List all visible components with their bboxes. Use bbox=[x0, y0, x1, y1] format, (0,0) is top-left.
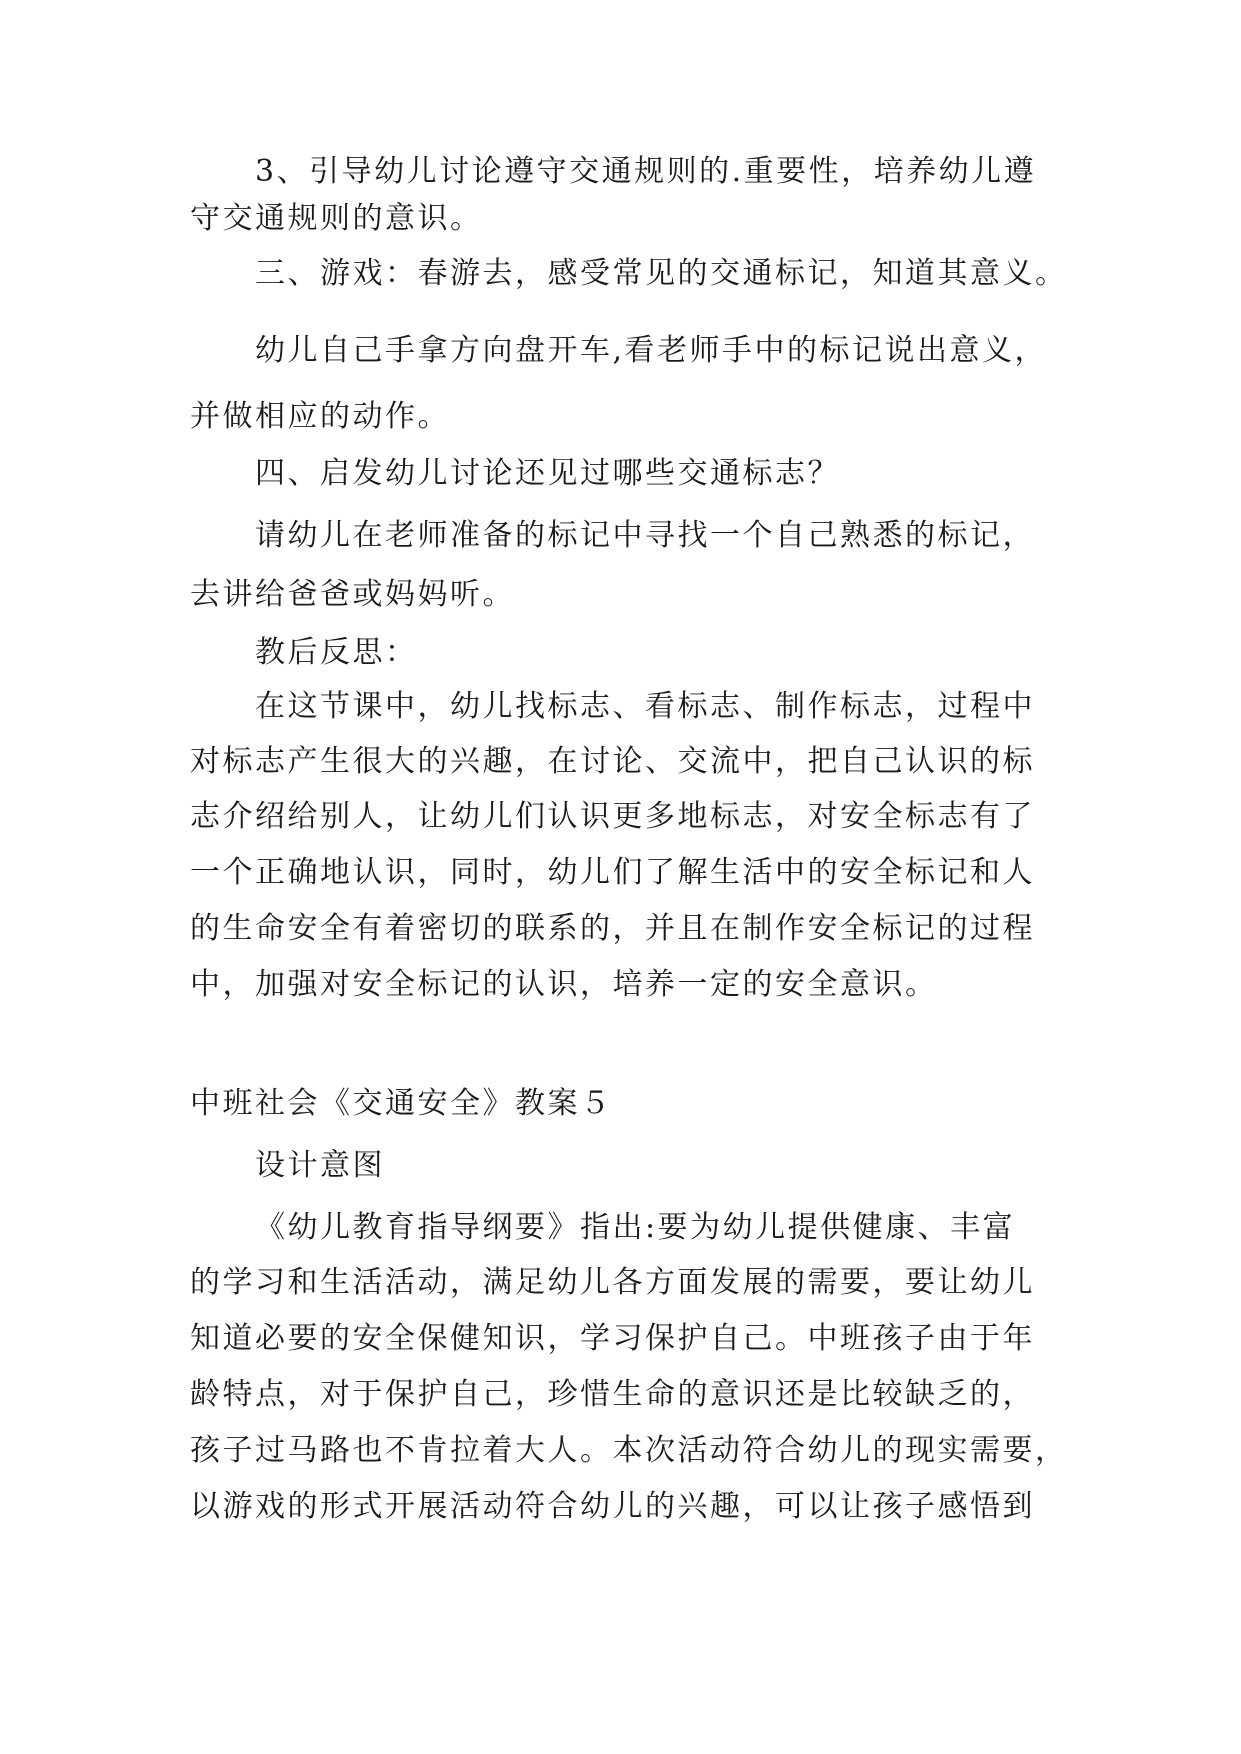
section-heading: 设计意图 bbox=[255, 1148, 385, 1183]
paragraph-line: 知道必要的安全保健知识，学习保护自己。中班孩子由于年 bbox=[190, 1321, 1035, 1356]
paragraph-line: 3、引导幼儿讨论遵守交通规则的.重要性，培养幼儿遵 bbox=[255, 154, 1037, 189]
paragraph-line: 龄特点，对于保护自己，珍惜生命的意识还是比较缺乏的， bbox=[190, 1377, 1035, 1412]
paragraph-line: 的学习和生活活动，满足幼儿各方面发展的需要，要让幼儿 bbox=[190, 1265, 1035, 1300]
paragraph-line: 志介绍给别人，让幼儿们认识更多地标志，对安全标志有了 bbox=[190, 799, 1035, 834]
paragraph-line: 对标志产生很大的兴趣，在讨论、交流中，把自己认识的标 bbox=[190, 744, 1035, 779]
section-heading: 四、启发幼儿讨论还见过哪些交通标志？ bbox=[255, 456, 840, 491]
paragraph-line: 守交通规则的意识。 bbox=[190, 201, 483, 236]
paragraph-line: 孩子过马路也不肯拉着大人。本次活动符合幼儿的现实需要， bbox=[190, 1433, 1068, 1468]
paragraph-line: 并做相应的动作。 bbox=[190, 399, 450, 434]
paragraph-line: 一个正确地认识，同时，幼儿们了解生活中的安全标记和人 bbox=[190, 855, 1035, 890]
paragraph-line: 在这节课中，幼儿找标志、看标志、制作标志，过程中 bbox=[255, 689, 1035, 724]
paragraph-line: 的生命安全有着密切的联系的，并且在制作安全标记的过程 bbox=[190, 911, 1035, 946]
paragraph-line: 《幼儿教育指导纲要》指出:要为幼儿提供健康、丰富 bbox=[255, 1210, 1016, 1245]
section-heading: 三、游戏：春游去，感受常见的交通标记，知道其意义。 bbox=[255, 256, 1068, 291]
paragraph-line: 幼儿自己手拿方向盘开车,看老师手中的标记说出意义， bbox=[255, 333, 1048, 368]
section-heading: 教后反思： bbox=[255, 635, 418, 670]
paragraph-line: 中，加强对安全标记的认识，培养一定的安全意识。 bbox=[190, 967, 938, 1002]
paragraph-line: 以游戏的形式开展活动符合幼儿的兴趣，可以让孩子感悟到 bbox=[190, 1489, 1035, 1524]
paragraph-line: 请幼儿在老师准备的标记中寻找一个自己熟悉的标记， bbox=[255, 518, 1035, 553]
article-title: 中班社会《交通安全》教案５ bbox=[190, 1086, 613, 1121]
paragraph-line: 去讲给爸爸或妈妈听。 bbox=[190, 577, 515, 612]
